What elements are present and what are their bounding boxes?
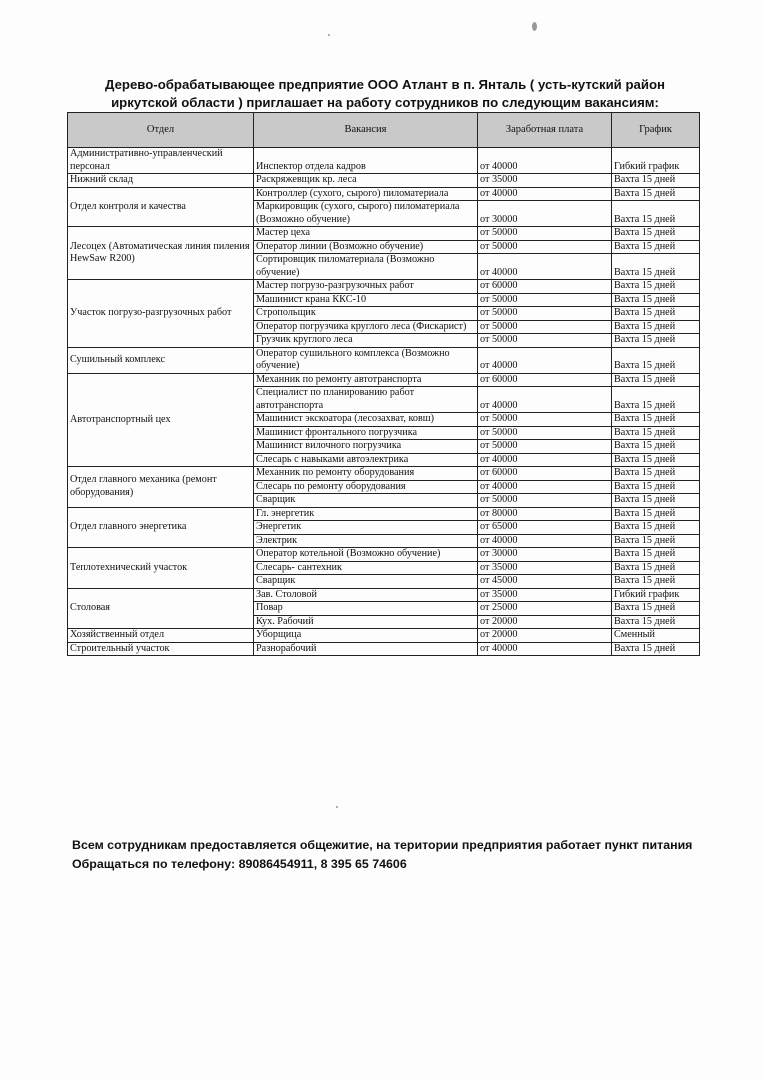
schedule-cell: Вахта 15 дней bbox=[612, 387, 700, 413]
schedule-cell: Вахта 15 дней bbox=[612, 347, 700, 373]
vacancy-cell: Специалист по планированию работ автотранспорта bbox=[254, 387, 478, 413]
salary-cell: от 40000 bbox=[478, 187, 612, 201]
vacancy-cell: Механник по ремонту автотранспорта bbox=[254, 373, 478, 387]
vacancy-cell: Слесарь с навыками автоэлектрика bbox=[254, 453, 478, 467]
table-row bbox=[68, 588, 700, 602]
salary-cell: от 35000 bbox=[478, 588, 612, 602]
schedule-cell: Вахта 15 дней bbox=[612, 413, 700, 427]
schedule-cell: Вахта 15 дней bbox=[612, 467, 700, 481]
vacancy-cell: Слесарь по ремонту оборудования bbox=[254, 480, 478, 494]
department-cell: Отдел главного энергетика bbox=[68, 507, 254, 548]
vacancy-cell: Мастер цеха bbox=[254, 227, 478, 241]
salary-cell: от 50000 bbox=[478, 240, 612, 254]
schedule-cell: Вахта 15 дней bbox=[612, 373, 700, 387]
salary-cell: от 40000 bbox=[478, 480, 612, 494]
salary-cell: от 35000 bbox=[478, 174, 612, 188]
schedule-cell: Сменный bbox=[612, 629, 700, 643]
schedule-cell: Вахта 15 дней bbox=[612, 615, 700, 629]
salary-cell: от 50000 bbox=[478, 426, 612, 440]
vacancy-cell: Уборщица bbox=[254, 629, 478, 643]
vacancy-cell: Кух. Рабочий bbox=[254, 615, 478, 629]
header-department: Отдел bbox=[68, 113, 254, 148]
table-body bbox=[68, 148, 700, 656]
table-row bbox=[68, 227, 700, 241]
header-salary: Заработная плата bbox=[478, 113, 612, 148]
salary-cell: от 60000 bbox=[478, 280, 612, 294]
schedule-cell: Вахта 15 дней bbox=[612, 642, 700, 656]
schedule-cell: Вахта 15 дней bbox=[612, 320, 700, 334]
salary-cell: от 80000 bbox=[478, 507, 612, 521]
salary-cell: от 50000 bbox=[478, 307, 612, 321]
vacancy-cell: Стропольщик bbox=[254, 307, 478, 321]
document-title: Дерево-обрабатывающее предприятие ООО Атлант в п. Янталь ( усть-кутский район иркутской области ) приглашает на работу сотрудников по следующим вакансиям: bbox=[105, 77, 665, 110]
department-cell: Лесоцех (Автоматическая линия пиления HewSaw R200) bbox=[68, 227, 254, 280]
schedule-cell: Вахта 15 дней bbox=[612, 334, 700, 348]
table-row bbox=[68, 629, 700, 643]
salary-cell: от 50000 bbox=[478, 413, 612, 427]
schedule-cell: Вахта 15 дней bbox=[612, 293, 700, 307]
department-cell: Хозяйственный отдел bbox=[68, 629, 254, 643]
vacancy-cell: Сварщик bbox=[254, 575, 478, 589]
vacancy-cell: Механник по ремонту оборудования bbox=[254, 467, 478, 481]
vacancy-cell: Повар bbox=[254, 602, 478, 616]
salary-cell: от 30000 bbox=[478, 548, 612, 562]
vacancy-cell: Раскряжевщик кр. леса bbox=[254, 174, 478, 188]
scan-speck bbox=[328, 34, 330, 36]
department-cell: Отдел главного механика (ремонт оборудования) bbox=[68, 467, 254, 508]
department-cell: Строительный участок bbox=[68, 642, 254, 656]
salary-cell: от 60000 bbox=[478, 467, 612, 481]
salary-cell: от 40000 bbox=[478, 148, 612, 174]
schedule-cell: Вахта 15 дней bbox=[612, 240, 700, 254]
vacancy-cell: Сортировщик пиломатериала (Возможно обучение) bbox=[254, 254, 478, 280]
salary-cell: от 50000 bbox=[478, 227, 612, 241]
schedule-cell: Вахта 15 дней bbox=[612, 548, 700, 562]
table-row bbox=[68, 507, 700, 521]
scan-speck bbox=[336, 806, 338, 808]
header-vacancy: Вакансия bbox=[254, 113, 478, 148]
salary-cell: от 35000 bbox=[478, 561, 612, 575]
schedule-cell: Вахта 15 дней bbox=[612, 280, 700, 294]
table-header-row bbox=[68, 113, 700, 148]
salary-cell: от 40000 bbox=[478, 642, 612, 656]
vacancy-cell: Машинист крана ККС-10 bbox=[254, 293, 478, 307]
scan-speck bbox=[532, 22, 537, 31]
vacancy-cell: Маркировщик (сухого, сырого) пиломатериала (Возможно обучение) bbox=[254, 201, 478, 227]
schedule-cell: Вахта 15 дней bbox=[612, 201, 700, 227]
salary-cell: от 25000 bbox=[478, 602, 612, 616]
vacancy-cell: Контроллер (сухого, сырого) пиломатериала bbox=[254, 187, 478, 201]
department-cell: Теплотехнический участок bbox=[68, 548, 254, 589]
vacancy-cell: Машинист фронтального погрузчика bbox=[254, 426, 478, 440]
salary-cell: от 20000 bbox=[478, 629, 612, 643]
table-row bbox=[68, 148, 700, 174]
department-cell: Отдел контроля и качества bbox=[68, 187, 254, 227]
footer-housing-note: Всем сотрудникам предоставляется общежитие, на територии предприятия работает пункт питания bbox=[72, 838, 693, 852]
department-cell: Административно-управленческий персонал bbox=[68, 148, 254, 174]
vacancy-cell: Разнорабочий bbox=[254, 642, 478, 656]
table-row bbox=[68, 642, 700, 656]
schedule-cell: Вахта 15 дней bbox=[612, 426, 700, 440]
salary-cell: от 40000 bbox=[478, 254, 612, 280]
schedule-cell: Вахта 15 дней bbox=[612, 187, 700, 201]
schedule-cell: Вахта 15 дней bbox=[612, 440, 700, 454]
salary-cell: от 45000 bbox=[478, 575, 612, 589]
salary-cell: от 50000 bbox=[478, 440, 612, 454]
salary-cell: от 40000 bbox=[478, 453, 612, 467]
salary-cell: от 65000 bbox=[478, 521, 612, 535]
header-schedule: График bbox=[612, 113, 700, 148]
salary-cell: от 50000 bbox=[478, 494, 612, 508]
schedule-cell: Вахта 15 дней bbox=[612, 227, 700, 241]
vacancy-cell: Оператор погрузчика круглого леса (Фискарист) bbox=[254, 320, 478, 334]
salary-cell: от 40000 bbox=[478, 534, 612, 548]
vacancy-cell: Оператор сушильного комплекса (Возможно обучение) bbox=[254, 347, 478, 373]
table-row bbox=[68, 187, 700, 201]
schedule-cell: Вахта 15 дней bbox=[612, 480, 700, 494]
vacancy-cell: Сварщик bbox=[254, 494, 478, 508]
salary-cell: от 60000 bbox=[478, 373, 612, 387]
vacancy-cell: Оператор линии (Возможно обучение) bbox=[254, 240, 478, 254]
schedule-cell: Вахта 15 дней bbox=[612, 507, 700, 521]
schedule-cell: Гибкий график bbox=[612, 588, 700, 602]
footer bbox=[72, 836, 732, 874]
department-cell: Автотранспортный цех bbox=[68, 373, 254, 467]
vacancy-cell: Машинист экскоатора (лесозахват, ковш) bbox=[254, 413, 478, 427]
footer-phone: Обращаться по телефону: 89086454911, 8 395 65 74606 bbox=[72, 857, 407, 871]
salary-cell: от 30000 bbox=[478, 201, 612, 227]
salary-cell: от 50000 bbox=[478, 320, 612, 334]
schedule-cell: Вахта 15 дней bbox=[612, 534, 700, 548]
department-cell: Столовая bbox=[68, 588, 254, 629]
salary-cell: от 40000 bbox=[478, 347, 612, 373]
schedule-cell: Вахта 15 дней bbox=[612, 602, 700, 616]
table-row bbox=[68, 280, 700, 294]
vacancy-cell: Инспектор отдела кадров bbox=[254, 148, 478, 174]
department-cell: Сушильный комплекс bbox=[68, 347, 254, 373]
schedule-cell: Вахта 15 дней bbox=[612, 174, 700, 188]
schedule-cell: Гибкий график bbox=[612, 148, 700, 174]
vacancy-cell: Машинист вилочного погрузчика bbox=[254, 440, 478, 454]
department-cell: Участок погрузо-разгрузочных работ bbox=[68, 280, 254, 348]
salary-cell: от 50000 bbox=[478, 293, 612, 307]
table-row bbox=[68, 467, 700, 481]
vacancy-cell: Электрик bbox=[254, 534, 478, 548]
vacancy-cell: Оператор котельной (Возможно обучение) bbox=[254, 548, 478, 562]
department-cell: Нижний склад bbox=[68, 174, 254, 188]
table-row bbox=[68, 548, 700, 562]
schedule-cell: Вахта 15 дней bbox=[612, 307, 700, 321]
schedule-cell: Вахта 15 дней bbox=[612, 561, 700, 575]
salary-cell: от 50000 bbox=[478, 334, 612, 348]
schedule-cell: Вахта 15 дней bbox=[612, 575, 700, 589]
schedule-cell: Вахта 15 дней bbox=[612, 254, 700, 280]
vacancy-cell: Энергетик bbox=[254, 521, 478, 535]
vacancy-cell: Зав. Столовой bbox=[254, 588, 478, 602]
vacancy-cell: Грузчик круглого леса bbox=[254, 334, 478, 348]
table-row bbox=[68, 174, 700, 188]
schedule-cell: Вахта 15 дней bbox=[612, 453, 700, 467]
schedule-cell: Вахта 15 дней bbox=[612, 521, 700, 535]
vacancies-table bbox=[67, 112, 700, 656]
vacancy-cell: Гл. энергетик bbox=[254, 507, 478, 521]
table-row bbox=[68, 373, 700, 387]
vacancy-cell: Слесарь- сантехник bbox=[254, 561, 478, 575]
salary-cell: от 40000 bbox=[478, 387, 612, 413]
schedule-cell: Вахта 15 дней bbox=[612, 494, 700, 508]
table-row bbox=[68, 347, 700, 373]
salary-cell: от 20000 bbox=[478, 615, 612, 629]
vacancy-cell: Мастер погрузо-разгрузочных работ bbox=[254, 280, 478, 294]
